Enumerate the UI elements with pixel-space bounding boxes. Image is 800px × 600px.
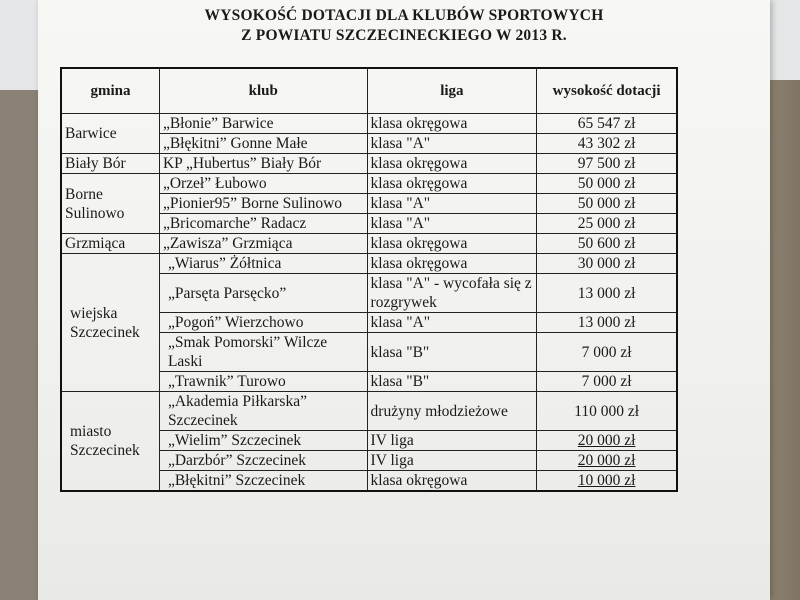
amount-value: 10 000 zł <box>577 472 636 489</box>
amount-cell: 13 000 zł <box>537 274 677 313</box>
klub-cell: „Smak Pomorski” Wilcze Laski <box>159 333 367 372</box>
liga-cell: klasa okręgowa <box>367 174 537 194</box>
liga-cell: klasa okręgowa <box>367 114 537 134</box>
klub-cell: „Błękitni” Szczecinek <box>159 471 367 491</box>
liga-cell: klasa "A" - wycofała się z rozgrywek <box>367 274 537 313</box>
klub-cell: KP „Hubertus” Biały Bór <box>159 154 367 174</box>
amount-cell: 25 000 zł <box>537 214 677 234</box>
liga-cell: klasa okręgowa <box>367 254 537 274</box>
amount-cell <box>537 451 677 471</box>
column-header-klub: klub <box>159 69 367 114</box>
klub-cell: „Zawisza” Grzmiąca <box>159 234 367 254</box>
table-row <box>62 154 677 174</box>
amount-cell: 65 547 zł <box>537 114 677 134</box>
amount-cell: 97 500 zł <box>537 154 677 174</box>
liga-cell: klasa "A" <box>367 313 537 333</box>
klub-cell: „Parsęta Parsęcko” <box>159 274 367 313</box>
table-row <box>62 234 677 254</box>
column-header-liga: liga <box>367 69 537 114</box>
klub-cell: „Błękitni” Gonne Małe <box>159 134 367 154</box>
amount-cell: 13 000 zł <box>537 313 677 333</box>
liga-cell: klasa okręgowa <box>367 154 537 174</box>
liga-cell: klasa okręgowa <box>367 234 537 254</box>
title-line-2: Z POWIATU SZCZECINECKIEGO W 2013 R. <box>241 27 567 44</box>
table-row <box>62 174 677 194</box>
document-title <box>38 6 770 46</box>
liga-cell: drużyny młodzieżowe <box>367 392 537 431</box>
liga-cell: klasa okręgowa <box>367 471 537 491</box>
table-row <box>62 254 677 274</box>
amount-cell: 7 000 zł <box>537 333 677 372</box>
paper-sheet <box>38 0 770 600</box>
liga-cell: klasa "A" <box>367 134 537 154</box>
table-row <box>62 114 677 134</box>
amount-cell: 50 000 zł <box>537 194 677 214</box>
liga-cell: klasa "A" <box>367 214 537 234</box>
klub-cell: „Trawnik” Turowo <box>159 372 367 392</box>
gmina-cell: Biały Bór <box>62 154 160 174</box>
klub-cell: „Bricomarche” Radacz <box>159 214 367 234</box>
table-row <box>62 392 677 431</box>
table-header-row <box>62 69 677 114</box>
amount-value: 20 000 zł <box>577 432 636 449</box>
liga-cell: klasa "B" <box>367 372 537 392</box>
klub-cell: „Orzeł” Łubowo <box>159 174 367 194</box>
klub-cell: „Błonie” Barwice <box>159 114 367 134</box>
amount-cell: 43 302 zł <box>537 134 677 154</box>
column-header-amount: wysokość dotacji <box>537 69 677 114</box>
liga-cell: IV liga <box>367 451 537 471</box>
amount-cell <box>537 431 677 451</box>
amount-cell <box>537 471 677 491</box>
amount-cell: 50 600 zł <box>537 234 677 254</box>
liga-cell: klasa "A" <box>367 194 537 214</box>
amount-cell: 50 000 zł <box>537 174 677 194</box>
klub-cell: „Wielim” Szczecinek <box>159 431 367 451</box>
column-header-gmina: gmina <box>62 69 160 114</box>
amount-cell: 30 000 zł <box>537 254 677 274</box>
liga-cell: IV liga <box>367 431 537 451</box>
subsidy-table <box>61 68 677 491</box>
gmina-cell: Borne Sulinowo <box>62 174 160 234</box>
gmina-cell: Grzmiąca <box>62 234 160 254</box>
liga-cell: klasa "B" <box>367 333 537 372</box>
title-line-1: WYSOKOŚĆ DOTACJI DLA KLUBÓW SPORTOWYCH <box>204 7 604 24</box>
gmina-cell: miasto Szczecinek <box>62 392 160 491</box>
amount-cell: 7 000 zł <box>537 372 677 392</box>
klub-cell: „Akademia Piłkarska” Szczecinek <box>159 392 367 431</box>
klub-cell: „Wiarus” Żółtnica <box>159 254 367 274</box>
gmina-cell: Barwice <box>62 114 160 154</box>
klub-cell: „Darzbór” Szczecinek <box>159 451 367 471</box>
klub-cell: „Pionier95” Borne Sulinowo <box>159 194 367 214</box>
amount-cell: 110 000 zł <box>537 392 677 431</box>
klub-cell: „Pogoń” Wierzchowo <box>159 313 367 333</box>
amount-value: 20 000 zł <box>577 452 636 469</box>
gmina-cell: wiejska Szczecinek <box>62 254 160 392</box>
